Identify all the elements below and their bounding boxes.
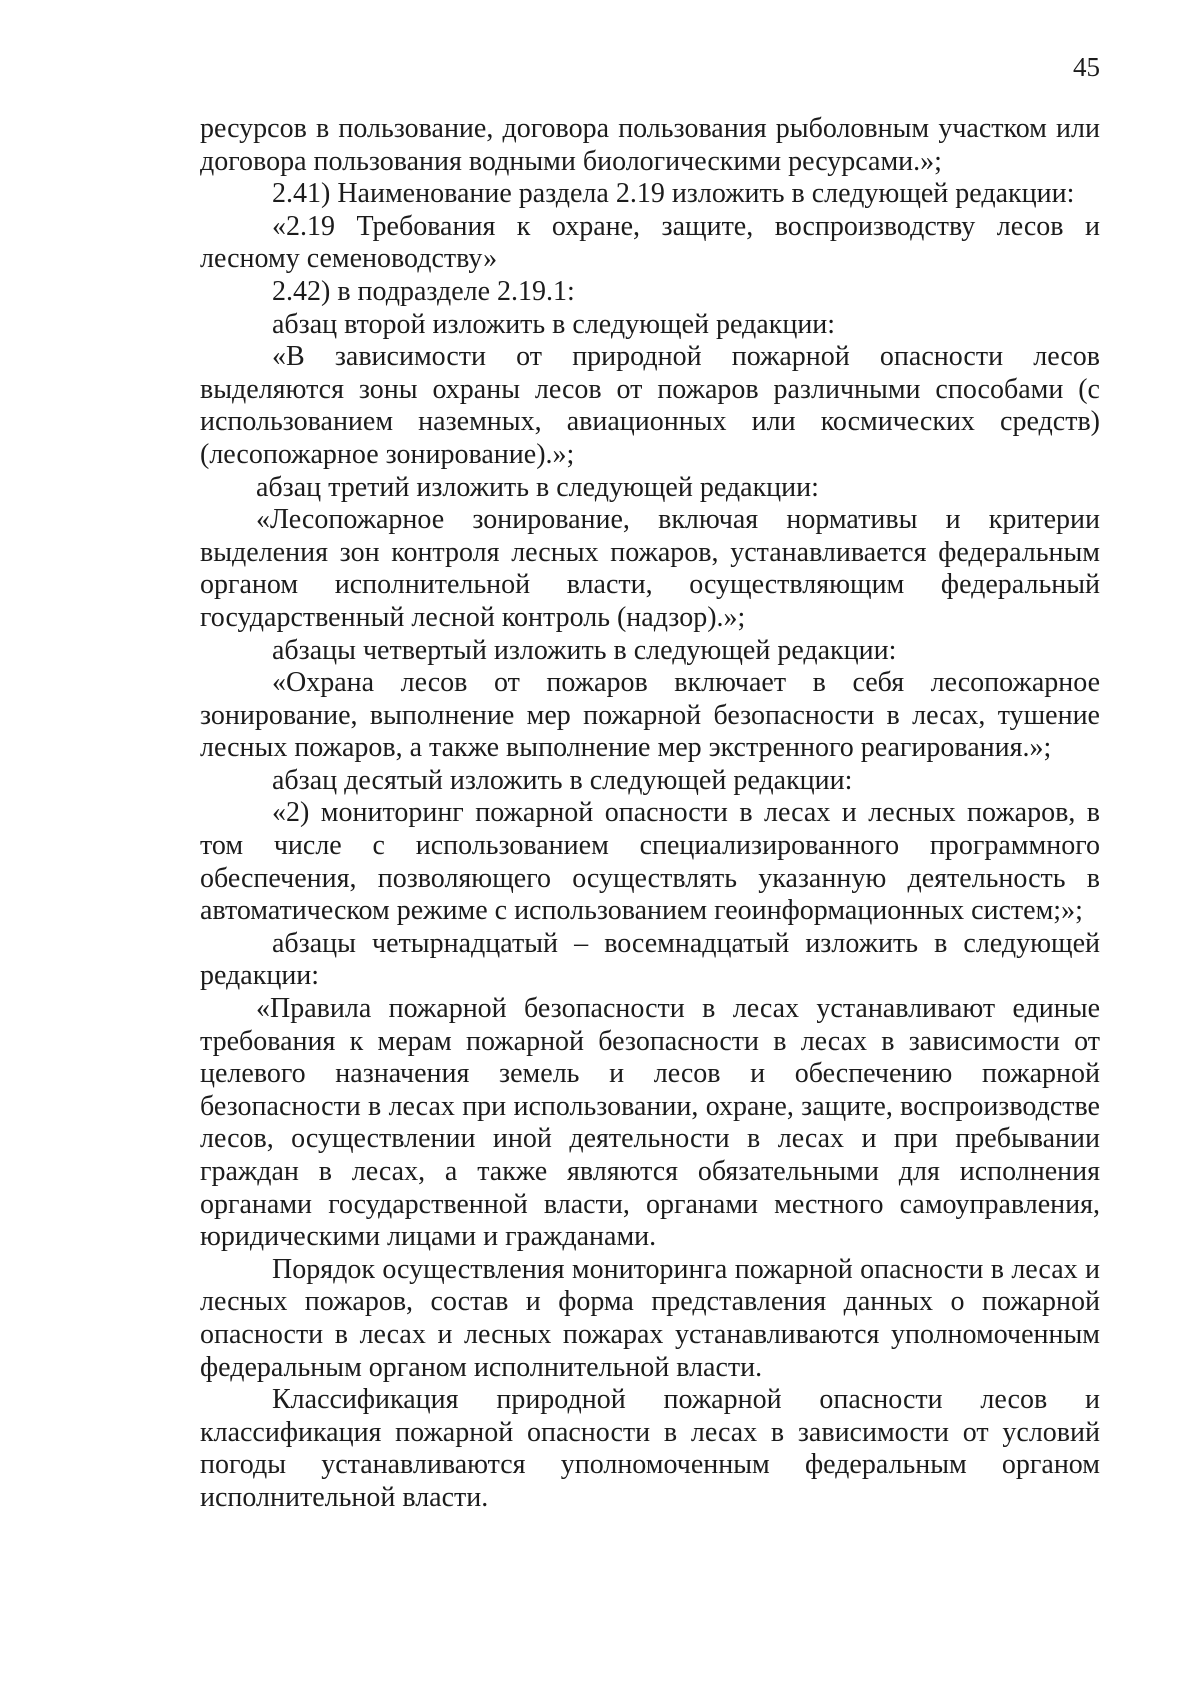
paragraph-quote-protection: «Охрана лесов от пожаров включает в себя лесопожарное зонирование, выполнение мер пожарной безопасности в лесах, тушение лесных пожаров, а также выполнение мер экстренного реагирования.»; [200, 667, 1100, 764]
paragraph-monitoring-order: Порядок осуществления мониторинга пожарной опасности в лесах и лесных пожаров, состав и форма представления данных о пожарной опасности в лесах и лесных пожарах устанавливаются уполномоченным федеральным органом исполнительной власти. [200, 1253, 1100, 1383]
paragraph-continuation: ресурсов в пользование, договора пользования рыболовным участком или договора пользования водными биологическими ресурсами.»; [200, 113, 1100, 177]
paragraph-item-2-42: 2.42) в подразделе 2.19.1: [272, 275, 575, 307]
paragraph-classification: Классификация природной пожарной опасности лесов и классификация пожарной опасности в лесах в зависимости от условий погоды устанавливаются уполномоченным федеральным органом исполнительной власти. [200, 1384, 1100, 1513]
paragraph-instruction-second: абзац второй изложить в следующей редакции: [272, 308, 836, 340]
paragraph-section-title-quote: «2.19 Требования к охране, защите, воспроизводству лесов и лесному семеноводству» [200, 210, 1100, 275]
page-number: 45 [1073, 52, 1100, 82]
paragraph-instruction-third: абзац третий изложить в следующей редакции: [256, 471, 819, 503]
paragraph-quote-monitoring: «2) мониторинг пожарной опасности в лесах и лесных пожаров, в том числе с использованием специализированного программного обеспечения, позволяющего осуществлять указанную деятельность в автоматическом режиме с использованием геоинформационных систем;»; [200, 797, 1100, 927]
paragraph-instruction-fourteenth: абзацы четырнадцатый – восемнадцатый изложить в следующей редакции: [200, 927, 1100, 992]
paragraph-instruction-fourth: абзацы четвертый изложить в следующей редакции: [272, 634, 897, 666]
paragraph-quote-rules: «Правила пожарной безопасности в лесах устанавливают единые требования к мерам пожарной безопасности в лесах в зависимости от целевого назначения земель и лесов и обеспечению пожарной безопасности в лесах при использовании, охране, защите, воспроизводстве лесов, осуществлении иной деятельности в лесах и при пребывании граждан в лесах, а также являются обязательными для исполнения органами государственной власти, органами местного самоуправления, юридическими лицами и гражданами. [200, 993, 1100, 1253]
paragraph-instruction-tenth: абзац десятый изложить в следующей редакции: [272, 764, 853, 796]
paragraph-quote-zones: «В зависимости от природной пожарной опасности лесов выделяются зоны охраны лесов от пожаров различными способами (с использованием наземных, авиационных или космических средств) (лесопожарное зонирование).»; [200, 341, 1100, 470]
paragraph-item-2-41: 2.41) Наименование раздела 2.19 изложить в следующей редакции: [272, 178, 1075, 210]
document-body [200, 113, 1100, 1515]
paragraph-quote-zoning: «Лесопожарное зонирование, включая нормативы и критерии выделения зон контроля лесных пожаров, устанавливается федеральным органом исполнительной власти, осуществляющим федеральный государственный лесной контроль (надзор).»; [200, 504, 1100, 633]
